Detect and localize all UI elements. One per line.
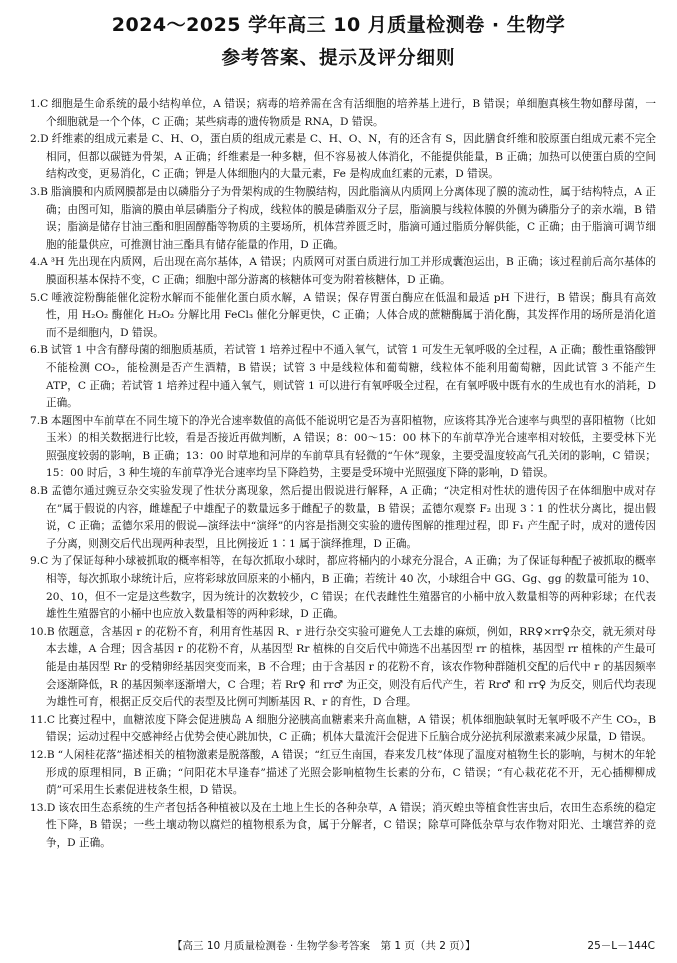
answer-number: 13.	[30, 801, 47, 814]
answer-item	[30, 747, 656, 800]
answer-item	[30, 290, 656, 343]
footer-exam-code: 25－L－144C	[587, 940, 655, 952]
answer-choice: A	[40, 256, 48, 269]
answer-item	[30, 254, 656, 289]
footer-page-info: 【高三 10 月质量检测卷 · 生物学参考答案 第 1 页（共 2 页）】	[172, 940, 476, 952]
answer-explanation: 依题意，含基因 r 的花粉不育，利用育性基因 R、r 进行杂交实验可避免人工去雄的麻烦，例如，RR♀×rr♀杂交，就无须对母本去雄，A 合理；因含基因 r 的花粉不育，从基因型 Rr 植株的自交后代中筛选不出基因型 rr 的植株，基因型 rr 植株的产生最可能是由基因型 Rr 的受精卵经基因突变而来，B 不合理；由于含基因 r 的花粉不育，该农作物种群随机交配的后代中 r 的基因频率会逐渐降低，R 的基因频率逐渐增大，C 合理；若 Rr♀ 和 rr♂ 为正交，则没有后代产生，若 Rr♂ 和 rr♀ 为反交，则后代均表现为雄性可育，根据正反交后代的表型及比例可判断基因 R、r 的育性，D 合理。	[46, 625, 656, 709]
answer-number: 11.	[30, 713, 47, 726]
answer-explanation: 本题图中车前草在不同生境下的净光合速率数值的高低不能说明它是否为喜阳植物，应该将其净光合速率与典型的喜阳植物（比如玉米）的相关数据进行比较，看是否接近再做判断，A 错误；8：00～15：00 林下的车前草净光合速率相对较低，主要受林下光照强度较弱的影响，B 正确；13：00 时草地和河岸的车前草具有轻微的“午休”现象，主要受温度较高气孔关闭的影响，C 错误；15：00 时后，3 种生境的车前草净光合速率均呈下降趋势，主要是受环境中光照强度下降的影响，D 错误。	[46, 414, 656, 480]
answer-explanation: 试管 1 中含有酵母菌的细胞质基质，若试管 1 培养过程中不通入氧气，试管 1 可发生无氧呼吸的全过程，A 正确；酸性重铬酸钾不能检测 CO₂，能检测是否产生酒精，B 错误；试管 3 中是线粒体和葡萄糖，线粒体不能利用葡萄糖，因此试管 3 不能产生 ATP，C 正确；若试管 1 培养过程中通入氧气，则试管 1 可以进行有氧呼吸全过程，在有氧呼吸中既有水的生成也有水的消耗，D 正确。	[46, 344, 656, 410]
answer-number: 2.	[30, 133, 41, 146]
answer-item	[30, 483, 656, 553]
answer-number: 7.	[30, 414, 41, 427]
answer-explanation: 脂滴膜和内质网膜都是由以磷脂分子为骨架构成的生物膜结构，因此脂滴从内质网上分离体现了膜的流动性，属于结构特点，A 正确；由图可知，脂滴的膜由单层磷脂分子构成，线粒体的膜是磷脂双分子层，脂滴膜与线粒体膜的外侧为磷脂分子的亲水端，B 错误；脂滴是储存甘油三酯和胆固醇酯等物质的主要场所，机体营养匮乏时，脂滴可通过脂质分解供能，C 正确；由于脂滴可调节细胞的能量供应，可推测甘油三酯具有储存能量的作用，D 正确。	[46, 185, 656, 251]
answer-item	[30, 624, 656, 712]
answer-item	[30, 96, 656, 131]
answer-item	[30, 131, 656, 184]
answer-number: 1.	[30, 98, 41, 110]
answer-number: 9.	[30, 555, 41, 568]
answer-item	[30, 712, 656, 747]
answer-explanation: 唾液淀粉酶能催化淀粉水解而不能催化蛋白质水解，A 错误；保存胃蛋白酶应在低温和最适 pH 下进行，B 错误；酶具有高效性，用 H₂O₂ 酶催化 H₂O₂ 分解比用 FeCl₃ 催化分解更快，C 正确；人体合成的蔗糖酶属于消化酶，其发挥作用的场所是消化道而不是细胞内，D 错误。	[46, 291, 656, 339]
answer-choice: B	[40, 485, 48, 498]
answer-item	[30, 800, 656, 853]
answer-explanation: 该农田生态系统的生产者包括各种植被以及在土地上生长的各种杂草，A 错误；消灭蝗虫等植食性害虫后，农田生态系统的稳定性下降，B 错误；一些土壤动物以腐烂的植物根系为食，属于分解者，C 错误；除草可降低杂草与农作物对阳光、土壤营养的竞争，D 正确。	[46, 801, 656, 849]
answer-number: 4.	[30, 256, 41, 269]
answer-choice: B	[40, 414, 48, 427]
answer-explanation: 细胞是生命系统的最小结构单位，A 错误；病毒的培养需在含有活细胞的培养基上进行，B 错误；单细胞真核生物如酵母菌，一个细胞就是一个个体，C 正确；某些病毒的遗传物质是 RNA，D 错误。	[46, 98, 656, 128]
answer-explanation: 为了保证每种小球被抓取的概率相等，在每次抓取小球时，都应将桶内的小球充分混合，A 正确；为了保证每种配子被抓取的概率相等，每次抓取小球统计后，应将彩球放回原来的小桶内，B 正确；若统计 40 次，小球组合中 GG、Gg、gg 的数量可能为 10、20、10，但不一定是这些数字，因为统计的次数较少，C 错误；在代表雌性生殖器官的小桶中放入数量相等的两种彩球；在代表雄性生殖器官的小桶中也应放入数量相等的两种彩球，D 正确。	[46, 555, 656, 621]
answer-choice: C	[40, 98, 49, 110]
answer-item	[30, 342, 656, 412]
answer-choice: C	[40, 291, 49, 304]
answer-number: 10.	[30, 625, 47, 638]
answer-choice: C	[40, 555, 49, 568]
document-title: 2024～2025 学年高三 10 月质量检测卷 · 生物学	[111, 14, 566, 36]
answer-explanation: 比赛过程中，血糖浓度下降会促进胰岛 A 细胞分泌胰高血糖素来升高血糖，A 错误；机体细胞缺氧时无氧呼吸不产生 CO₂，B 错误；运动过程中交感神经占优势会使心跳加快，C 正确；机体大量流汗会促进下丘脑合成分泌抗利尿激素来减少尿量，D 错误。	[46, 713, 656, 744]
answer-item	[30, 553, 656, 623]
answer-choice: B	[46, 748, 55, 761]
answer-explanation: 孟德尔通过豌豆杂交实验发现了性状分离现象，然后提出假说进行解释，A 正确；“决定相对性状的遗传因子在体细胞中成对存在”属于假说的内容，雌雄配子中雄配子的数量远多于雌配子的数量，B 错误；孟德尔观察 F₂ 出现 3∶1 的性状分离比，提出假说，C 正确；孟德尔采用的假说—演绎法中“演绎”的内容是指测交实验的遗传图解的推理过程，即 F₁ 产生配子时，成对的遗传因子分离，则测交后代出现两种表型，且比例接近 1∶1 属于演绎推理，D 正确。	[46, 485, 656, 550]
answer-choice: D	[46, 801, 56, 814]
page-footer	[0, 938, 677, 956]
answer-list	[30, 96, 656, 853]
answer-choice: B	[40, 344, 48, 357]
answer-choice: D	[40, 133, 49, 146]
answer-number: 6.	[30, 344, 41, 357]
document-subtitle: 参考答案、提示及评分细则	[221, 48, 456, 69]
answer-explanation: “人闲桂花落”描述相关的植物激素是脱落酸，A 错误；“红豆生南国，春来发几枝”体现了温度对植物生长的影响，与树木的年轮形成的原理相同，B 正确；“问阳花木早逢春”描述了光照会影响植物生长素的分布，C 错误；“有心栽花花不开，无心插柳柳成荫”可采用生长素促进枝条生根，D 错误。	[46, 748, 656, 797]
answer-choice: C	[46, 713, 55, 726]
answer-explanation: 纤维素的组成元素是 C、H、O，蛋白质的组成元素是 C、H、O、N，有的还含有 S，因此膳食纤维和胶原蛋白组成元素不完全相同，但都以碳链为骨架，A 正确；纤维素是一种多糖，但不容易被人体消化，不能提供能量，B 正确；加热可以使蛋白质的空间结构改变，更易消化，C 正确；钾是人体细胞内的大量元素，Fe 是构成血红素的元素，D 错误。	[46, 133, 656, 181]
answer-number: 12.	[30, 748, 47, 761]
answer-choice: B	[40, 185, 48, 198]
answer-number: 8.	[30, 485, 41, 498]
answer-number: 3.	[30, 185, 41, 198]
answer-choice: B	[46, 625, 55, 638]
answer-explanation: ³H 先出现在内质网，后出现在高尔基体，A 错误；内质网可对蛋白质进行加工并形成囊泡运出，B 正确；该过程前后高尔基体的膜面积基本保持不变，C 正确；细胞中部分游离的核糖体可变为附着核糖体，D 正确。	[46, 256, 656, 286]
answer-item	[30, 413, 656, 483]
answer-number: 5.	[30, 291, 41, 304]
answer-item	[30, 184, 656, 254]
